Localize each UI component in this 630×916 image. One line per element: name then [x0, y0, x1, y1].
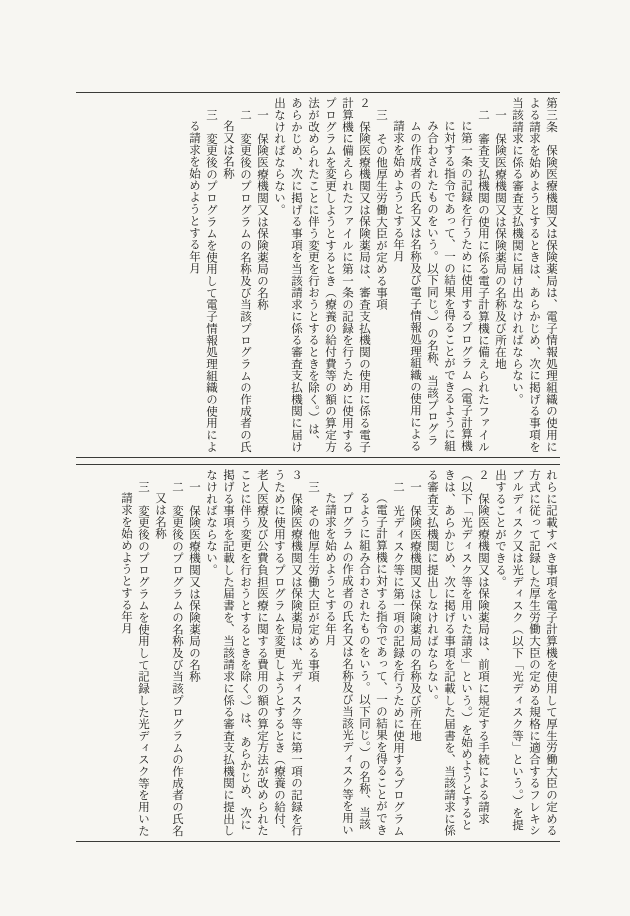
paragraph-3: ３ 保険医療機関又は保険薬局は、光ディスク等に第一項の記録を行うために使用するプログラムを変更しようとするとき（療養の給付、老人医療及び公費負担医療に関する費用の額の算定方法が改められたことに伴う変更を行おうとするときを除く。）は、あらかじめ、次に掲げる事項を記載した届書を、当該請求に係る審査支払機関に提出しなければならない。: [205, 469, 302, 837]
article-3-p2-item-2: 二 変更後のプログラムの名称及び当該プログラムの作成者の氏名又は名称: [222, 108, 251, 453]
article-3-p2-item-1: 一 保険医療機関又は保険薬局の名称: [256, 108, 268, 310]
p3-item-1: 一 保険医療機関又は保険薬局の名称: [188, 480, 200, 682]
p3-item-2: 二 変更後のプログラムの名称及び当該プログラムの作成者の氏名又は名称: [154, 480, 183, 836]
p3-item-3: 三 変更後のプログラムを使用して記録した光ディスク等を用いた請求を始めようとする年月: [120, 480, 149, 836]
article-3-p1-item-1: 一 保険医療機関又は保険薬局の名称及び所在地: [494, 108, 506, 370]
page-bottom: [76, 464, 560, 842]
p2-item-2: 二 光ディスク等に第一項の記録を行うために使用するプログラム（電子計算機に対する指令であって、一の結果を得ることができるように組み合わされたものをいう。以下同じ。）の名称、当該プログラムの作成者の氏名又は名称及び当該光ディスク等を用いた請求を始めようとする年月: [324, 480, 404, 836]
p2-item-1: 一 保険医療機関又は保険薬局の名称及び所在地: [409, 480, 421, 742]
page-top: [76, 92, 560, 458]
page-top-vertical-text: [77, 97, 559, 453]
p2-item-3: 三 その他厚生労働大臣が定める事項: [307, 480, 319, 682]
paragraph-2: ２ 保険医療機関又は保険薬局は、前項に規定する手続による請求（以下「光ディスク等を用いた請求」という。）を始めようとするときは、あらかじめ、次に掲げる事項を記載した届書を、当該請求に係る審査支払機関に提出しなければならない。: [426, 469, 489, 837]
article-3-paragraph-1: 第三条 保険医療機関又は保険薬局は、電子情報処理組織の使用による請求を始めようとするときは、あらかじめ、次に掲げる事項を当該請求に係る審査支払機関に届け出なければならない。: [511, 97, 557, 453]
article-3-p2-item-3: 三 変更後のプログラムを使用して電子情報処理組織の使用による請求を始めようとする年月: [188, 108, 217, 453]
article-3-p1-item-3: 三 その他厚生労働大臣が定める事項: [375, 108, 387, 310]
article-3-paragraph-2: ２ 保険医療機関又は保険薬局は、審査支払機関の使用に係る電子計算機に備えられたファイルに第一条の記録を行うために使用するプログラムを変更しようとするとき（療養の給付費等の額の算定方法が改められたことに伴う変更を行おうとするときを除く。）は、あらかじめ、次に掲げる事項を当該請求に係る審査支払機関に届け出なければならない。: [273, 97, 370, 453]
page-bottom-vertical-text: [77, 469, 559, 837]
paragraph-1-continuation: れらに記載すべき事項を電子計算機を使用して厚生労働大臣の定める方式に従って記録した厚生労働大臣の定める規格に適合するフレキシブルディスク又は光ディスク（以下「光ディスク等」という。）を提出することができる。: [494, 469, 557, 837]
document-scan: [76, 92, 560, 842]
article-3-p1-item-2: 二 審査支払機関の使用に係る電子計算機に備えられたファイルに第一条の記録を行うために使用するプログラム（電子計算機に対する指令であって、一の結果を得ることができるように組み合わされたものをいう。以下同じ。）の名称、当該プログラムの作成者の氏名又は名称及び電子情報処理組織の使用による請求を始めようとする年月: [392, 108, 489, 453]
